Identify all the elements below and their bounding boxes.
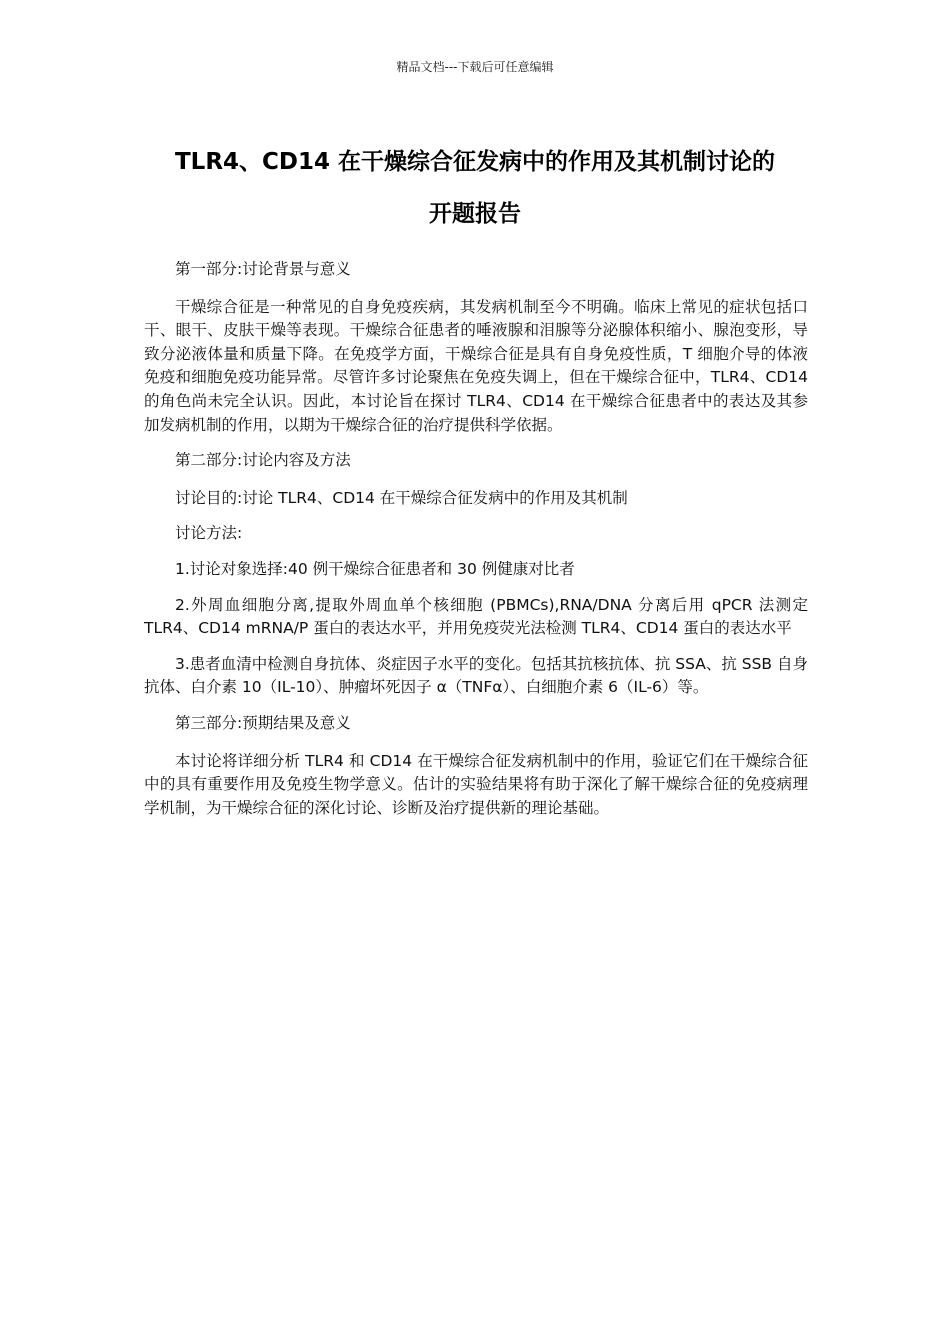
paragraph-methods-label: 讨论方法: xyxy=(175,524,243,543)
section-heading-part2: 第二部分:讨论内容及方法 xyxy=(175,451,351,470)
paragraph-purpose: 讨论目的:讨论 TLR4、CD14 在干燥综合征发病中的作用及其机制 xyxy=(175,488,628,507)
paragraph-method-3: 3.患者血清中检测自身抗体、炎症因子水平的变化。包括其抗核抗体、抗 SSA、抗 SSB 自身抗体、白介素 10（IL-10）、肿瘤坏死因子 α（TNFα）、白细胞介素 6（IL-6）等。 xyxy=(144,654,808,697)
paragraph-method-1: 1.讨论对象选择:40 例干燥综合征患者和 30 例健康对比者 xyxy=(175,559,575,578)
paragraph-background: 干燥综合征是一种常见的自身免疫疾病，其发病机制至今不明确。临床上常见的症状包括口干、眼干、皮肤干燥等表现。干燥综合征患者的唾液腺和泪腺等分泌腺体积缩小、腺泡变形，导致分泌液体量和质量下降。在免疫学方面，干燥综合征是具有自身免疫性质，T 细胞介导的体液免疫和细胞免疫功能异常。尽管许多讨论聚焦在免疫失调上，但在干燥综合征中，TLR4、CD14 的角色尚未完全认识。因此，本讨论旨在探讨 TLR4、CD14 在干燥综合征患者中的表达及其参加发病机制的作用，以期为干燥综合征的治疗提供科学依据。 xyxy=(144,297,808,434)
paragraph-expected-results: 本讨论将详细分析 TLR4 和 CD14 在干燥综合征发病机制中的作用，验证它们在干燥综合征中的具有重要作用及免疫生物学意义。估计的实验结果将有助于深化了解干燥综合征的免疫病理学机制，为干燥综合征的深化讨论、诊断及治疗提供新的理论基础。 xyxy=(144,751,808,817)
document-title xyxy=(110,136,840,240)
section-heading-part1: 第一部分:讨论背景与意义 xyxy=(175,260,351,278)
section-heading-part3: 第三部分:预期结果及意义 xyxy=(175,713,351,732)
title-line-1: TLR4、CD14 在干燥综合征发病中的作用及其机制讨论的 xyxy=(174,149,776,175)
document-body xyxy=(144,258,808,832)
page-header: 精品文档---下载后可任意编辑 xyxy=(396,60,554,74)
title-line-2: 开题报告 xyxy=(429,201,521,227)
paragraph-method-2: 2.外周血细胞分离,提取外周血单个核细胞 (PBMCs),RNA/DNA 分离后用 qPCR 法测定 TLR4、CD14 mRNA/P 蛋白的表达水平，并用免疫荧光法检测 TLR4、CD14 蛋白的表达水平 xyxy=(144,595,808,638)
